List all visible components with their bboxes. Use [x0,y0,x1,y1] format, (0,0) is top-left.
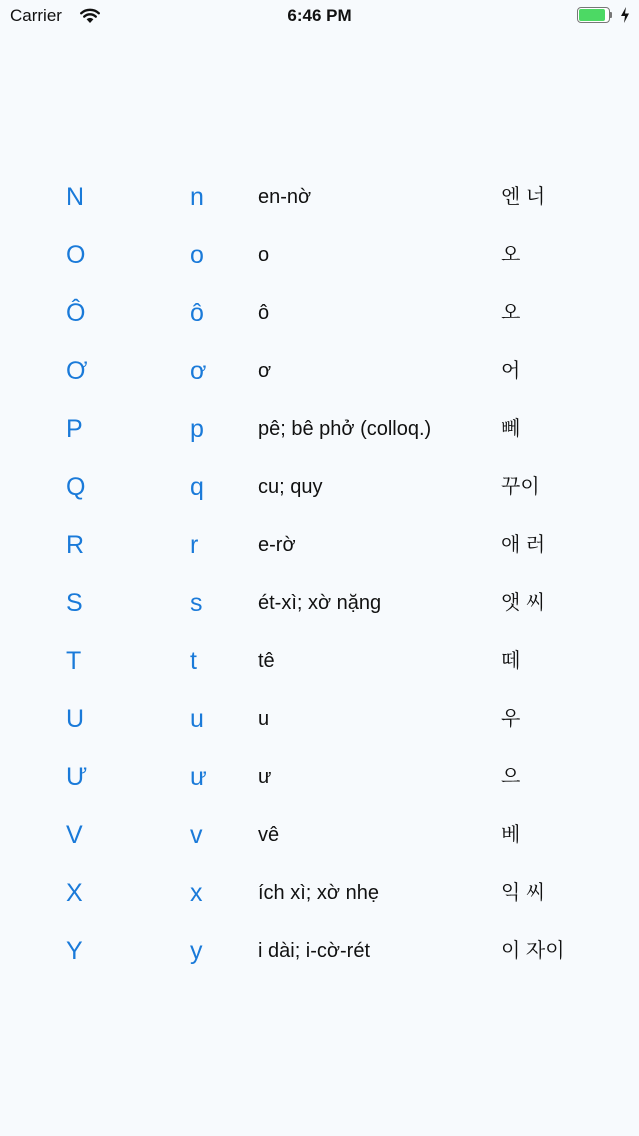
korean-pronunciation: 떼 [501,650,521,672]
lowercase-letter: o [190,241,204,269]
korean-pronunciation: 오 [501,302,521,324]
battery-icon [577,7,615,25]
uppercase-letter: S [66,589,83,617]
letter-row [0,226,639,284]
letter-name: ư [258,766,272,788]
lowercase-letter: ư [190,763,207,791]
letter-name: ô [258,302,270,324]
lowercase-letter: r [190,531,199,559]
lowercase-letter: t [190,647,197,675]
letter-name: e-rờ [258,534,296,556]
lowercase-letter: ơ [190,357,207,385]
korean-pronunciation: 앳 씨 [501,592,546,614]
letter-row [0,574,639,632]
lowercase-letter: v [190,821,203,849]
letter-name: o [258,244,270,266]
letter-row [0,632,639,690]
letter-row [0,922,639,980]
korean-pronunciation: 뻬 [501,418,521,440]
letter-row [0,284,639,342]
lowercase-letter: p [190,415,204,443]
letter-row [0,864,639,922]
letter-name: ích xì; xờ nhẹ [258,882,379,904]
lowercase-letter: y [190,937,203,965]
korean-pronunciation: 오 [501,244,521,266]
letter-name: pê; bê phở (colloq.) [258,418,432,440]
uppercase-letter: R [66,531,85,559]
uppercase-letter: X [66,879,83,907]
lowercase-letter: n [190,183,204,211]
uppercase-letter: Ư [66,763,88,791]
letter-name: vê [258,824,280,846]
carrier-label: Carrier [10,6,62,25]
letter-row [0,748,639,806]
korean-pronunciation: 베 [501,824,521,846]
letter-name: cu; quy [258,476,323,498]
letter-row [0,400,639,458]
korean-pronunciation: 꾸이 [501,476,540,498]
uppercase-letter: Ô [66,299,86,327]
letter-row [0,342,639,400]
charging-bolt-icon [619,6,631,24]
korean-pronunciation: 우 [501,708,521,730]
uppercase-letter: U [66,705,85,733]
letter-name: tê [258,650,275,672]
status-bar [0,0,639,34]
korean-pronunciation: 엔 너 [501,186,546,208]
alphabet-table [0,168,639,980]
letter-name: en-nờ [258,186,312,208]
korean-pronunciation: 어 [501,360,521,382]
letter-name: ơ [258,360,272,382]
letter-row [0,806,639,864]
uppercase-letter: V [66,821,83,849]
lowercase-letter: q [190,473,204,501]
lowercase-letter: s [190,589,203,617]
letter-row [0,168,639,226]
uppercase-letter: Ơ [66,357,88,385]
korean-pronunciation: 익 씨 [501,882,546,904]
letter-row [0,458,639,516]
uppercase-letter: O [66,241,86,269]
korean-pronunciation: 으 [501,766,521,788]
korean-pronunciation: 이 자이 [501,940,565,962]
battery-level [579,9,605,21]
korean-pronunciation: 애 러 [501,534,546,556]
uppercase-letter: T [66,647,82,675]
letter-name: i dài; i-cờ-rét [258,940,371,962]
uppercase-letter: P [66,415,83,443]
letter-name: ét-xì; xờ nặng [258,592,382,614]
uppercase-letter: Y [66,937,83,965]
letter-name: u [258,708,270,730]
status-time: 6:46 PM [287,6,352,25]
letter-row [0,690,639,748]
uppercase-letter: N [66,183,85,211]
lowercase-letter: u [190,705,204,733]
letter-row [0,516,639,574]
lowercase-letter: ô [190,299,204,327]
uppercase-letter: Q [66,473,86,501]
lowercase-letter: x [190,879,203,907]
